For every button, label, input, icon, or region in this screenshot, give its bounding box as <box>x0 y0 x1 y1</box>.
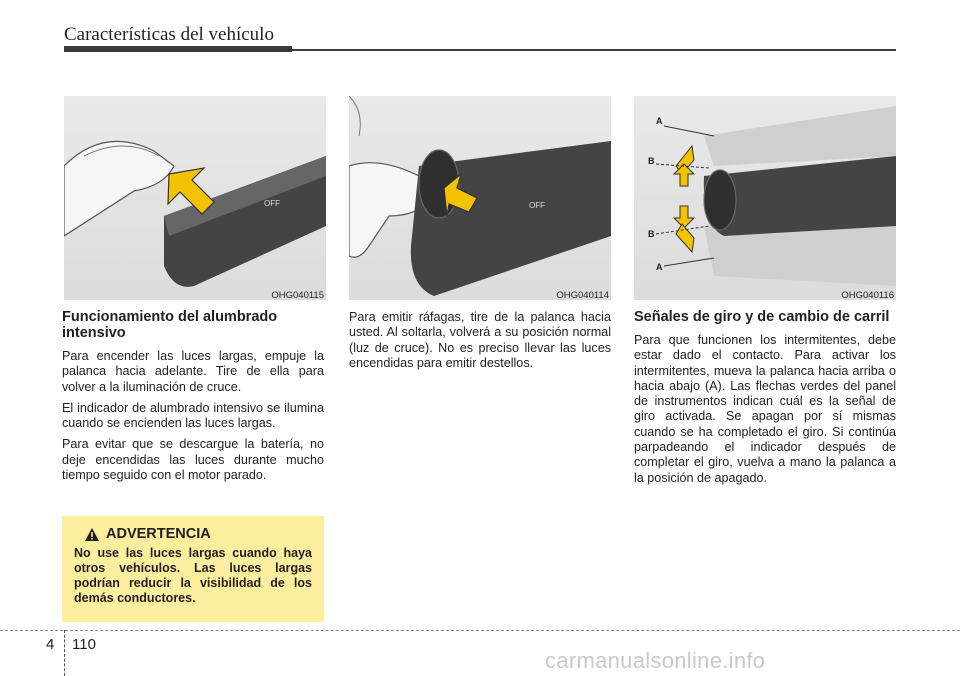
paragraph: Para emitir ráfagas, tire de la palanca hacia usted. Al soltarla, volverá a su posición normal (luz de cruce). No es preciso llevar las luces encendidas para emitir destellos. <box>349 310 611 370</box>
column-2 <box>349 310 611 377</box>
paragraph: Para evitar que se descargue la batería, no deje encendidas las luces durante mucho tiempo seguido con el motor parado. <box>62 437 324 483</box>
paragraph: El indicador de alumbrado intensivo se ilumina cuando se encienden las luces largas. <box>62 400 324 431</box>
warning-text: No use las luces largas cuando haya otros vehículos. Las luces largas podrían reducir la visibilidad de los demás conductores. <box>74 546 312 605</box>
footer-rule <box>0 630 960 631</box>
paragraph: Para encender las luces largas, empuje la palanca hacia adelante. Tire de ella para volver a la iluminación de cruce. <box>62 349 324 394</box>
page-number: 110 <box>72 636 96 653</box>
label-a-top: A <box>656 116 663 126</box>
headlight-lever-push-illustration <box>64 96 326 300</box>
label-a-bottom: A <box>656 262 663 272</box>
paragraph: Para que funcionen los intermitentes, debe estar dado el contacto. Para activar los intermitentes, mueva la palanca hacia arriba o hacia abajo (A). Las flechas verdes del panel de instrumentos indican cuál es la señal de giro activada. Se apagan por sí mismas cuando se ha completado el giro. Si continúa parpadeando el indicador después de completar el giro, vuelva a mano la palanca a la posición de apagado. <box>634 333 896 485</box>
column-1 <box>62 309 324 489</box>
section-heading: Señales de giro y de cambio de carril <box>634 309 890 325</box>
figure-code: OHG040115 <box>271 290 324 301</box>
svg-text:OFF: OFF <box>529 201 545 210</box>
warning-title: ADVERTENCIA <box>106 526 211 542</box>
label-b-top: B <box>648 156 655 166</box>
label-b-bottom: B <box>648 229 655 239</box>
footer-divider <box>64 630 65 676</box>
figure-headlight-push <box>64 96 326 300</box>
warning-triangle-icon <box>84 527 100 542</box>
turn-signal-lever-illustration <box>634 96 896 300</box>
svg-text:OFF: OFF <box>264 199 280 208</box>
page-header-title: Características del vehículo <box>64 24 274 45</box>
figure-code: OHG040116 <box>841 290 894 301</box>
warning-header <box>84 526 312 542</box>
column-3 <box>634 309 896 492</box>
section-heading: Funcionamiento del alumbrado intensivo <box>62 309 278 341</box>
watermark: carmanualsonline.info <box>545 648 766 673</box>
chapter-number: 4 <box>46 636 55 653</box>
figure-code: OHG040114 <box>556 290 609 301</box>
warning-box <box>62 516 324 622</box>
figure-turn-signal <box>634 96 896 300</box>
header-rule-thick <box>64 46 292 52</box>
figure-headlight-pull <box>349 96 611 300</box>
headlight-lever-pull-illustration <box>349 96 611 300</box>
header-rule-thin <box>292 49 896 51</box>
